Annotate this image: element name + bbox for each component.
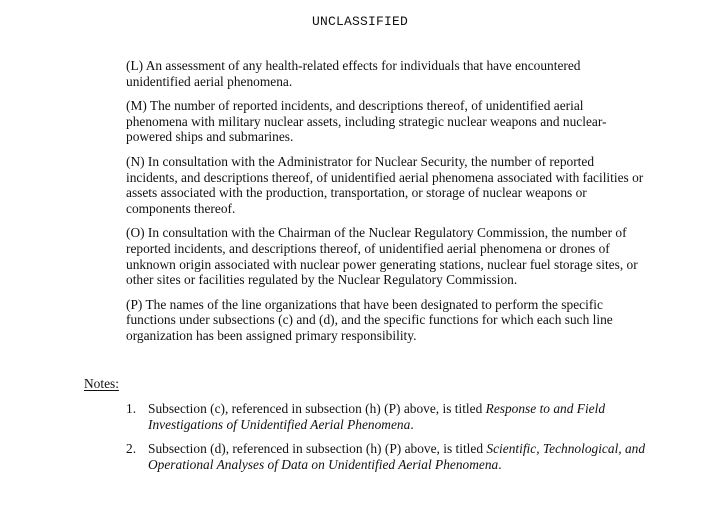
note-number: 1. (126, 401, 137, 416)
note-suffix: . (410, 416, 414, 432)
note-text: Subsection (c), referenced in subsection (h) (P) above, is titled (148, 401, 486, 416)
note-body (148, 401, 646, 432)
item-m: (M) The number of reported incidents, and descriptions thereof, of unidentified aerial phenomena with military nuclear assets, including strategic nuclear weapons and nuclear-powered ships and submarines. (126, 98, 607, 145)
note-title: Scientific, Technological, and Operational Analyses of Data on Unidentified Aerial Phenomena (148, 441, 646, 472)
notes-heading: Notes: (84, 376, 119, 391)
item-p: (P) The names of the line organizations that have been designated to perform the specific functions under subsections (c) and (d), and the specific functions for which each such line organization has been assigned primary responsibility. (126, 296, 613, 343)
note-number: 2. (126, 441, 137, 457)
item-l: (L) An assessment of any health-related effects for individuals that have encountered unidentified aerial phenomena. (126, 58, 581, 89)
notes-list (126, 401, 646, 481)
subsection-items (126, 58, 646, 353)
note-text: Subsection (d), referenced in subsection (h) (P) above, is titled (148, 441, 487, 457)
item-o: (O) In consultation with the Chairman of the Nuclear Regulatory Commission, the number of reported incidents, and descriptions thereof, of unidentified aerial phenomena or drones of unknown origin associated with nuclear power generating stations, nuclear fuel storage sites, or other sites or facilities regulated by the Nuclear Regulatory Commission. (126, 225, 638, 288)
note-title: Response to and Field Investigations of Unidentified Aerial Phenomena (148, 401, 606, 432)
note-body (148, 441, 646, 472)
note-suffix: . (498, 456, 502, 472)
note-1 (126, 401, 646, 432)
item-n: (N) In consultation with the Administrator for Nuclear Security, the number of reported incidents, and descriptions thereof, of unidentified aerial phenomena associated with facilities or assets associated with the production, transportation, or storage of nuclear weapons or components thereof. (126, 153, 644, 216)
classification-marking: UNCLASSIFIED (311, 14, 408, 29)
note-2 (126, 441, 646, 472)
